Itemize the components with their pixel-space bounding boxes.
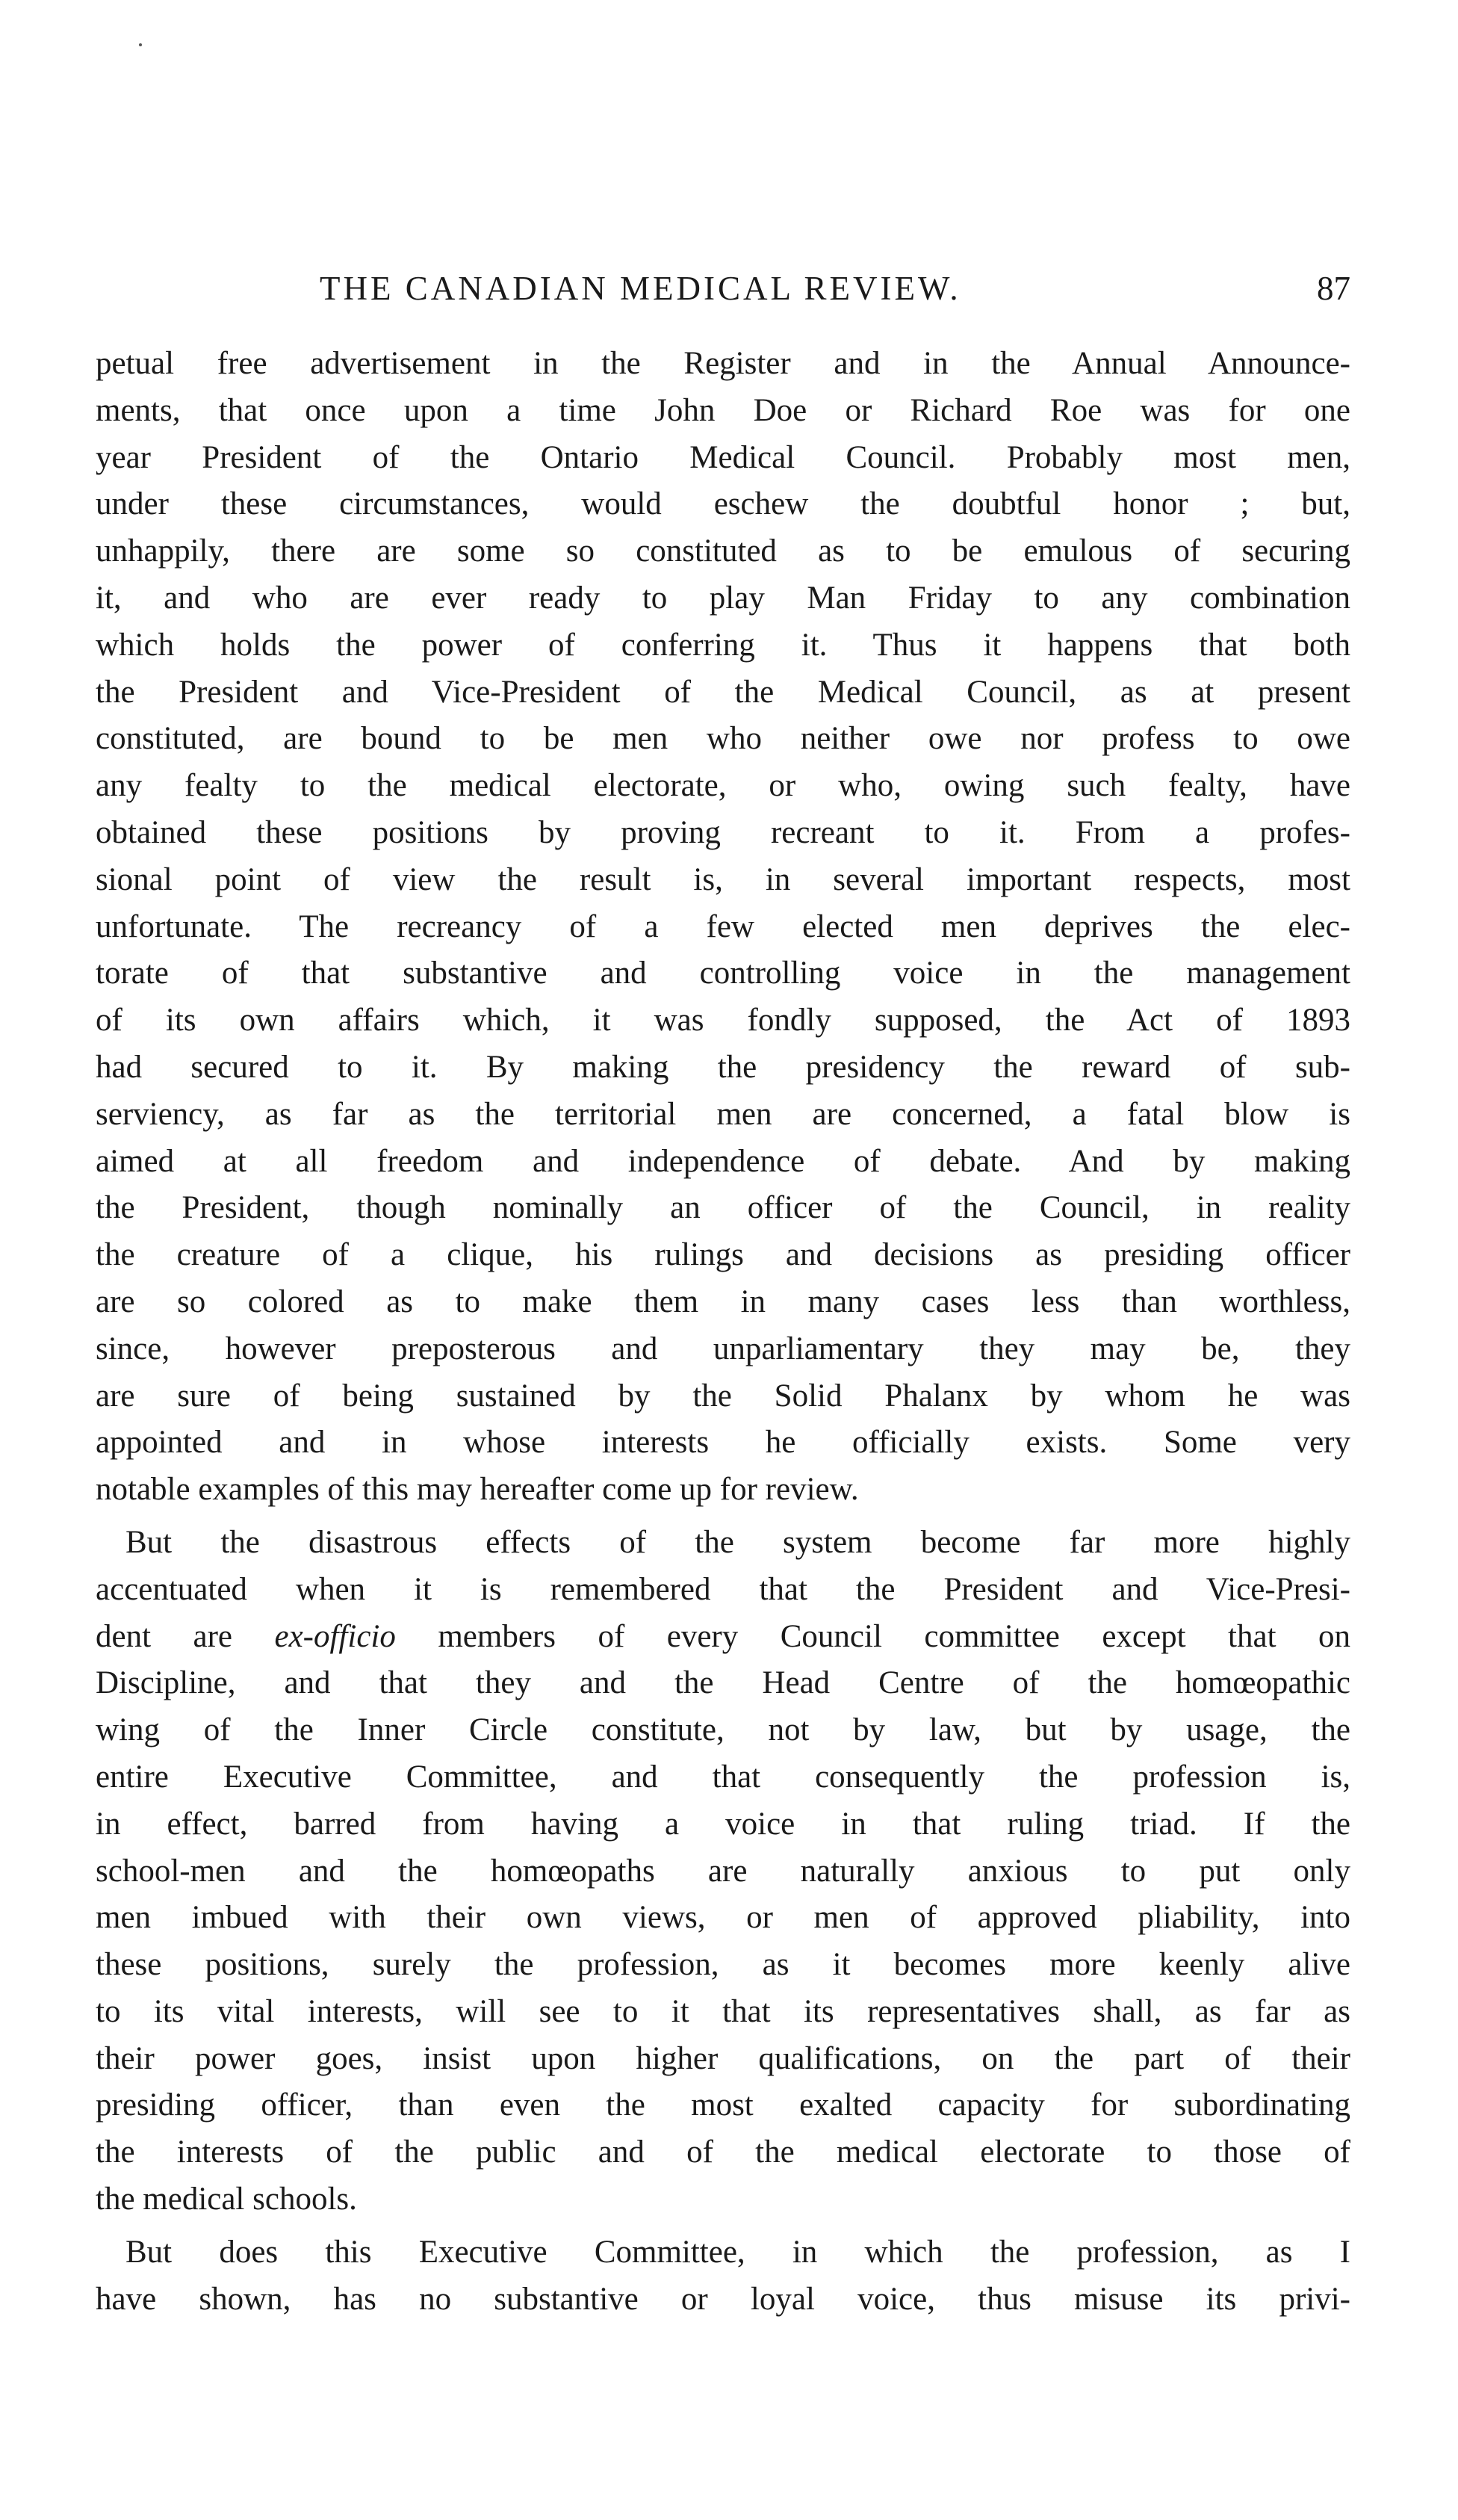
running-head: THE CANADIAN MEDICAL REVIEW. (320, 270, 961, 307)
text-line: the medical schools. (96, 2182, 357, 2217)
text-line: aimed at all freedom and independence of debate. And by making (96, 1143, 1350, 1179)
text-line: these positions, surely the profession, as it becomes more keenly alive (96, 1947, 1350, 1983)
text-line: wing of the Inner Circle constitute, not by law, but by usage, the (96, 1712, 1350, 1748)
text-line: But the disastrous effects of the system become far more highly (125, 1524, 1350, 1560)
page-number: 87 (1317, 270, 1350, 307)
paragraph-1 (96, 341, 1350, 1514)
text-line: in effect, barred from having a voice in that ruling triad. If the (96, 1806, 1350, 1842)
text-line: constituted, are bound to be men who neither owe nor profess to owe (96, 721, 1350, 757)
text-line: sional point of view the result is, in several important respects, most (96, 861, 1350, 897)
text-line: obtained these positions by proving recreant to it. From a profes- (96, 814, 1350, 850)
text-line: But does this Executive Committee, in which the profession, as I (125, 2234, 1350, 2270)
text-line: to its vital interests, will see to it that its representatives shall, as far as (96, 1993, 1350, 2029)
text-line: the President, though nominally an officer of the Council, in reality (96, 1190, 1350, 1226)
text-line: are sure of being sustained by the Solid Phalanx by whom he was (96, 1378, 1350, 1414)
text-line: it, and who are ever ready to play Man Friday to any combination (96, 580, 1350, 616)
text-line: entire Executive Committee, and that consequently the profession is, (96, 1759, 1350, 1795)
text-line: ments, that once upon a time John Doe or Richard Roe was for one (96, 392, 1350, 428)
text-line: their power goes, insist upon higher qualifications, on the part of their (96, 2040, 1350, 2076)
text-line: since, however preposterous and unparliamentary they may be, they (96, 1331, 1350, 1366)
body-text (96, 341, 1350, 2323)
text-line: school-men and the homœopaths are naturally anxious to put only (96, 1853, 1350, 1889)
text-line: the interests of the public and of the medical electorate to those of (96, 2134, 1350, 2170)
text-line: dent are ex-officio members of every Council committee except that on (96, 1618, 1350, 1654)
text-line: men imbued with their own views, or men of approved pliability, into (96, 1900, 1350, 1936)
text-line: of its own affairs which, it was fondly supposed, the Act of 1893 (96, 1003, 1350, 1038)
text-line: unhappily, there are some so constituted as to be emulous of securing (96, 533, 1350, 569)
text-line: year President of the Ontario Medical Council. Probably most men, (96, 439, 1350, 475)
paragraph-2 (96, 1520, 1350, 2223)
text-line: have shown, has no substantive or loyal voice, thus misuse its privi- (96, 2281, 1350, 2317)
text-line: torate of that substantive and controlling voice in the management (96, 956, 1350, 991)
text-line: accentuated when it is remembered that the President and Vice-Presi- (96, 1571, 1350, 1607)
text-line: the creature of a clique, his rulings and decisions as presiding officer (96, 1237, 1350, 1273)
stray-ink-mark (139, 43, 142, 46)
text-line: notable examples of this may hereafter come up for review. (96, 1472, 859, 1508)
text-line: are so colored as to make them in many cases less than worthless, (96, 1284, 1350, 1319)
text-line: unfortunate. The recreancy of a few elected men deprives the elec- (96, 908, 1350, 944)
paragraph-3 (96, 2229, 1350, 2324)
text-line: petual free advertisement in the Register and in the Annual Announce- (96, 346, 1350, 381)
text-line: serviency, as far as the territorial men are concerned, a fatal blow is (96, 1096, 1350, 1132)
text-line: appointed and in whose interests he officially exists. Some very (96, 1425, 1350, 1461)
text-line: presiding officer, than even the most exalted capacity for subordinating (96, 2087, 1350, 2123)
text-line: under these circumstances, would eschew the doubtful honor ; but, (96, 486, 1350, 522)
page-header (96, 266, 1350, 311)
text-line: any fealty to the medical electorate, or who, owing such fealty, have (96, 768, 1350, 804)
text-line: which holds the power of conferring it. Thus it happens that both (96, 627, 1350, 663)
text-line: the President and Vice-President of the Medical Council, as at present (96, 674, 1350, 710)
text-line: had secured to it. By making the presidency the reward of sub- (96, 1049, 1350, 1085)
text-line: Discipline, and that they and the Head Centre of the homœopathic (96, 1665, 1350, 1701)
